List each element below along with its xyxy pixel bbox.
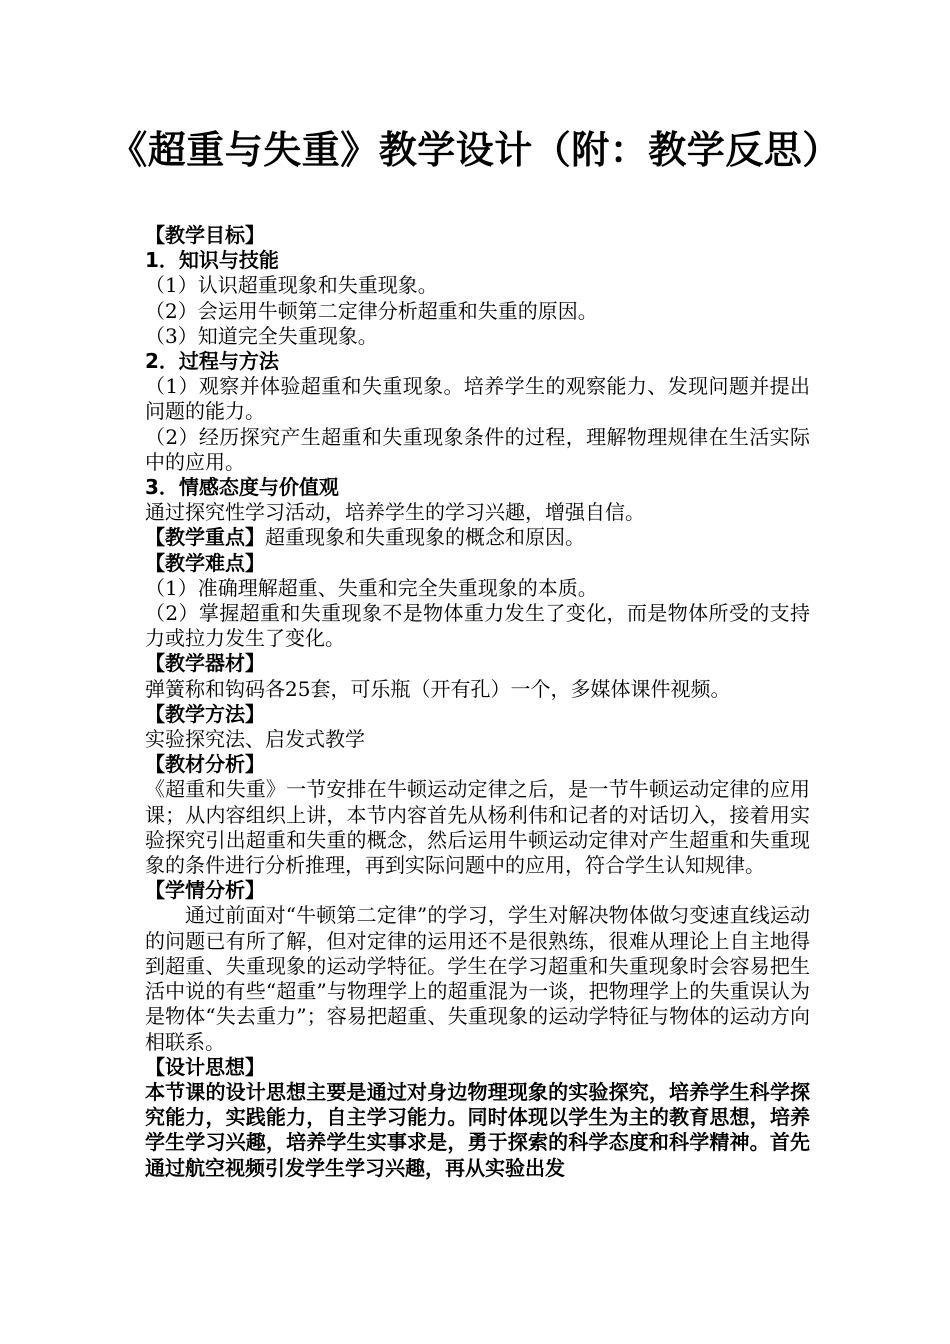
methods-heading: 【教学方法】 bbox=[145, 701, 265, 726]
key-points-text: 超重现象和失重现象的概念和原因。 bbox=[265, 525, 585, 550]
document-title: 《超重与失重》教学设计（附：教学反思） bbox=[109, 128, 841, 172]
objectives-item: （3）知道完全失重现象。 bbox=[145, 323, 378, 348]
material-analysis-heading: 【教材分析】 bbox=[145, 752, 265, 777]
objectives-subheading-knowledge: 1．知识与技能 bbox=[145, 248, 279, 273]
design-idea-text: 本节课的设计思想主要是通过对身边物理现象的实验探究，培养学生科学探究能力，实践能力，自主学习能力。同时体现以学生为主的教育思想，培养学生学习兴趣，培养学生实事求是，勇于探索的科学态度和科学精神。首先通过航空视频引发学生学习兴趣，再从实验出发 bbox=[145, 1079, 810, 1180]
key-points-heading: 【教学重点】 bbox=[145, 525, 265, 550]
objectives-item: （1）观察并体验超重和失重现象。培养学生的观察能力、发现问题并提出问题的能力。 bbox=[145, 374, 810, 424]
difficulties-item: （1）准确理解超重、失重和完全失重现象的本质。 bbox=[145, 575, 598, 600]
objectives-subheading-process: 2．过程与方法 bbox=[145, 349, 279, 374]
objectives-item: （2）会运用牛顿第二定律分析超重和失重的原因。 bbox=[145, 298, 598, 323]
equipment-text: 弹簧称和钩码各25套，可乐瓶（开有孔）一个，多媒体课件视频。 bbox=[145, 676, 731, 701]
objectives-subheading-attitude: 3．情感态度与价值观 bbox=[145, 475, 339, 500]
key-points-paragraph bbox=[145, 525, 810, 550]
design-idea-heading: 【设计思想】 bbox=[145, 1054, 265, 1079]
objectives-heading: 【教学目标】 bbox=[145, 223, 265, 247]
objectives-item: （1）认识超重现象和失重现象。 bbox=[145, 273, 438, 298]
difficulties-heading: 【教学难点】 bbox=[145, 550, 265, 575]
objectives-item: 通过探究性学习活动，培养学生的学习兴趣，增强自信。 bbox=[145, 500, 645, 525]
material-analysis-text: 《超重和失重》一节安排在牛顿运动定律之后，是一节牛顿运动定律的应用课；从内容组织上讲，本节内容首先从杨利伟和记者的对话切入，接着用实验探究引出超重和失重的概念，然后运用牛顿运动定律对产生超重和失重现象的条件进行分析推理，再到实际问题中的应用，符合学生认知规律。 bbox=[145, 777, 810, 878]
methods-text: 实验探究法、启发式教学 bbox=[145, 727, 365, 752]
difficulties-item: （2）掌握超重和失重现象不是物体重力发生了变化，而是物体所受的支持力或拉力发生了变化。 bbox=[145, 601, 810, 651]
objectives-item: （2）经历探究产生超重和失重现象条件的过程，理解物理规律在生活实际中的应用。 bbox=[145, 424, 810, 474]
document-body bbox=[145, 223, 810, 1181]
student-analysis-text: 通过前面对“牛顿第二定律”的学习，学生对解决物体做匀变速直线运动的问题已有所了解，但对定律的运用还不是很熟练，很难从理论上自主地得到超重、失重现象的运动学特征。学生在学习超重和失重现象时会容易把生活中说的有些“超重”与物理学上的超重混为一谈，把物理学上的失重误认为是物体“失去重力”；容易把超重、失重现象的运动学特征与物体的运动方向相联系。 bbox=[145, 903, 810, 1054]
equipment-heading: 【教学器材】 bbox=[145, 651, 265, 676]
student-analysis-heading: 【学情分析】 bbox=[145, 878, 265, 903]
